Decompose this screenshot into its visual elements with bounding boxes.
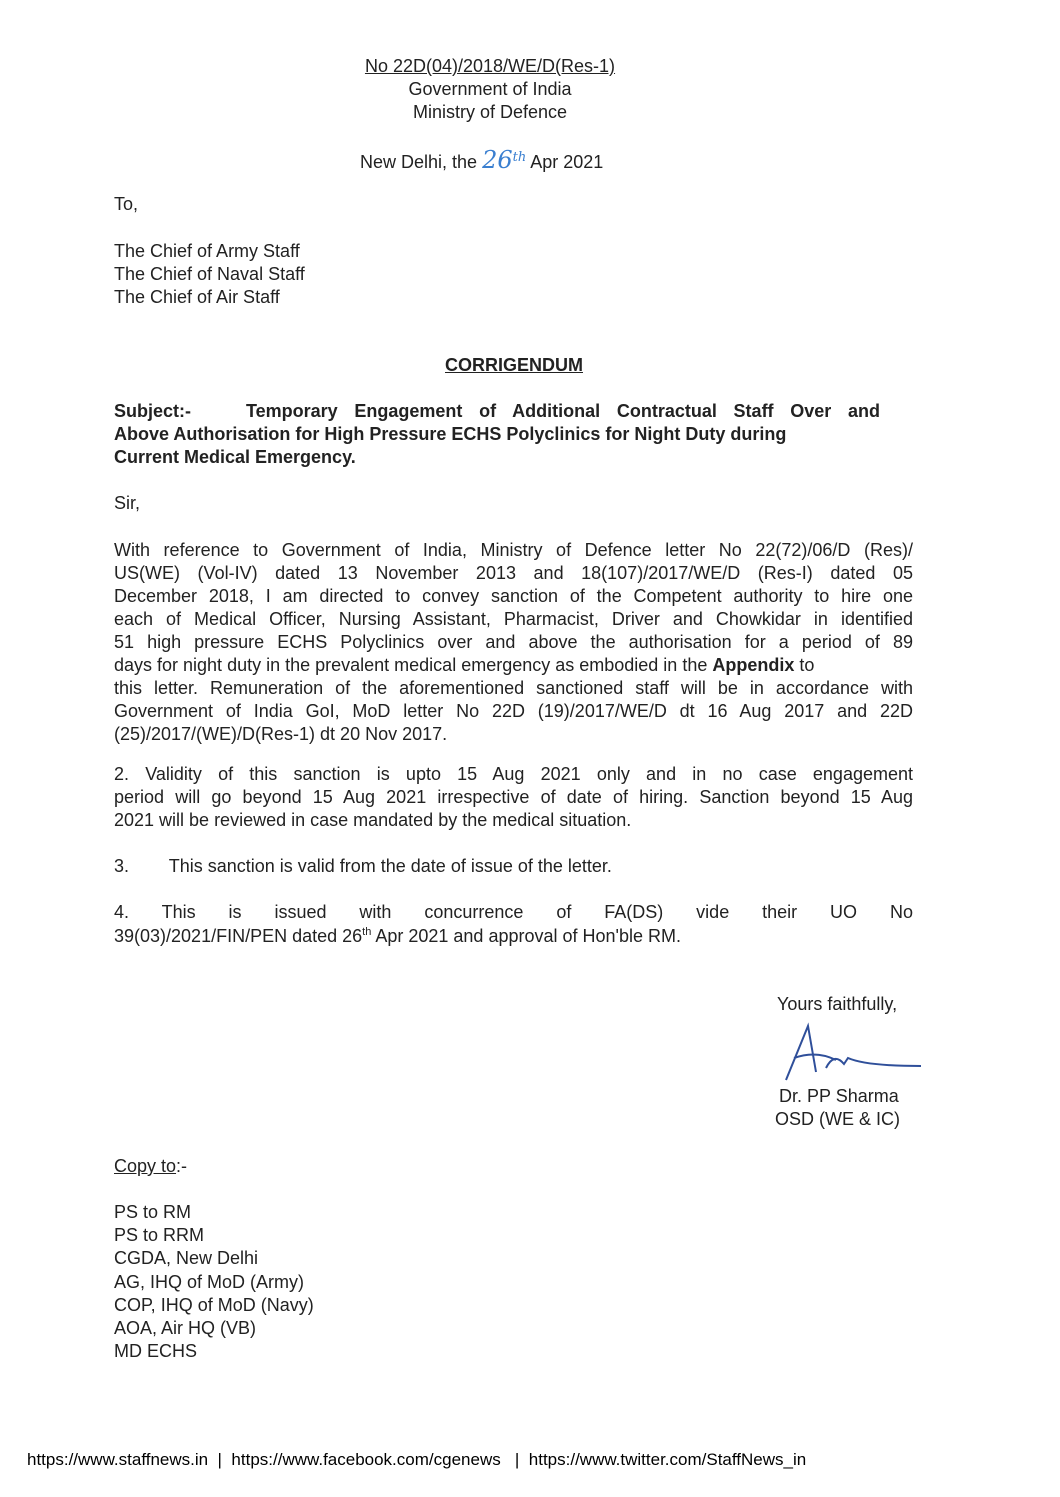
document-title: CORRIGENDUM (445, 355, 583, 375)
subject-line: Temporary Engagement of Additional Contractual Staff Over and (246, 401, 880, 421)
recipients (114, 240, 305, 309)
copy-to-label (114, 1156, 187, 1177)
para-line: each of Medical Officer, Nursing Assistant, Pharmacist, Driver and Chowkidar in identified (114, 609, 913, 629)
copy-to-item: PS to RRM (114, 1225, 205, 1246)
para-line: Government of India GoI, MoD letter No 22D (19)/2017/WE/D dt 16 Aug 2017 and 22D (114, 701, 913, 721)
para-text: days for night duty in the prevalent medical emergency as embodied in the (114, 655, 708, 675)
subject-line: Above Authorisation for High Pressure ECHS Polyclinics for Night Duty during (114, 424, 787, 444)
copy-to-item: MD ECHS (114, 1341, 198, 1362)
para-line (114, 655, 913, 676)
date-suffix: Apr 2021 (530, 152, 604, 172)
para-line: (25)/2017/(WE)/D(Res-1) dt 20 Nov 2017. (114, 724, 448, 744)
recipient: The Chief of Air Staff (114, 287, 280, 307)
subject-label: Subject:- (114, 401, 192, 421)
copy-to-list (114, 1201, 314, 1363)
date-line (360, 146, 603, 174)
date-prefix: New Delhi, the (360, 152, 478, 172)
signature-image (776, 1022, 926, 1084)
para-line: 2021 will be reviewed in case mandated by the medical situation. (114, 810, 632, 830)
ordinal: th (362, 926, 372, 938)
to-label: To, (114, 194, 139, 214)
org-government: Government of India (408, 79, 572, 99)
para-text: Apr 2021 and approval of Hon'ble RM. (371, 926, 681, 946)
recipient: The Chief of Army Staff (114, 241, 300, 261)
para-line: period will go beyond 15 Aug 2021 irrespective of date of hiring. Sanction beyond 15 Aug (114, 787, 913, 807)
recipient: The Chief of Naval Staff (114, 264, 305, 284)
para-line: December 2018, I am directed to convey sanction of the Competent authority to hire one (114, 586, 913, 606)
copy-to-text: Copy to (114, 1156, 177, 1176)
footer-link-staffnews[interactable]: https://www.staffnews.in (27, 1450, 209, 1469)
footer-link-twitter[interactable]: https://www.twitter.com/StaffNews_in (528, 1450, 807, 1469)
para-line: US(WE) (Vol-IV) dated 13 November 2013 and 18(107)/2017/WE/D (Res-I) dated 05 (114, 563, 913, 583)
copy-to-item: PS to RM (114, 1202, 192, 1222)
copy-to-item: AOA, Air HQ (VB) (114, 1318, 257, 1339)
subject-line: Current Medical Emergency. (114, 447, 356, 467)
para-line: 2. Validity of this sanction is upto 15 Aug 2021 only and in no case engagement (114, 764, 913, 784)
para-text: 39(03)/2021/FIN/PEN dated 26 (114, 926, 363, 946)
org-ministry: Ministry of Defence (412, 102, 568, 122)
para-line: 4. This is issued with concurrence of FA(DS) vide their UO No (114, 902, 913, 922)
copy-to-item: CGDA, New Delhi (114, 1248, 259, 1269)
footer-link-facebook[interactable]: https://www.facebook.com/cgenews (231, 1450, 501, 1469)
footer-links (27, 1450, 806, 1470)
appendix-ref: Appendix (712, 655, 795, 675)
para-line (114, 926, 913, 947)
paragraph-3: 3. This sanction is valid from the date of issue of the letter. (114, 856, 612, 876)
signatory-designation: OSD (WE & IC) (775, 1109, 900, 1129)
handwritten-date: 26 (482, 146, 513, 174)
footer-separator: | (208, 1450, 232, 1469)
footer-separator: | (500, 1450, 529, 1469)
copy-to-suffix: :- (176, 1156, 188, 1176)
para-line: With reference to Government of India, Ministry of Defence letter No 22(72)/06/D (Res)/ (114, 540, 913, 560)
copy-to-item: AG, IHQ of MoD (Army) (114, 1271, 305, 1292)
para-text: to (794, 655, 815, 675)
reference-number: No 22D(04)/2018/WE/D(Res-1) (364, 56, 616, 76)
salutation: Sir, (114, 493, 141, 513)
signatory-name: Dr. PP Sharma (779, 1086, 899, 1106)
copy-to-item: COP, IHQ of MoD (Navy) (114, 1294, 314, 1315)
para-line: this letter. Remuneration of the aforementioned sanctioned staff will be in accordance with (114, 678, 913, 698)
handwritten-date-suffix: th (512, 150, 527, 165)
closing: Yours faithfully, (777, 994, 898, 1014)
para-line: 51 high pressure ECHS Polyclinics over and above the authorisation for a period of 89 (114, 632, 913, 652)
